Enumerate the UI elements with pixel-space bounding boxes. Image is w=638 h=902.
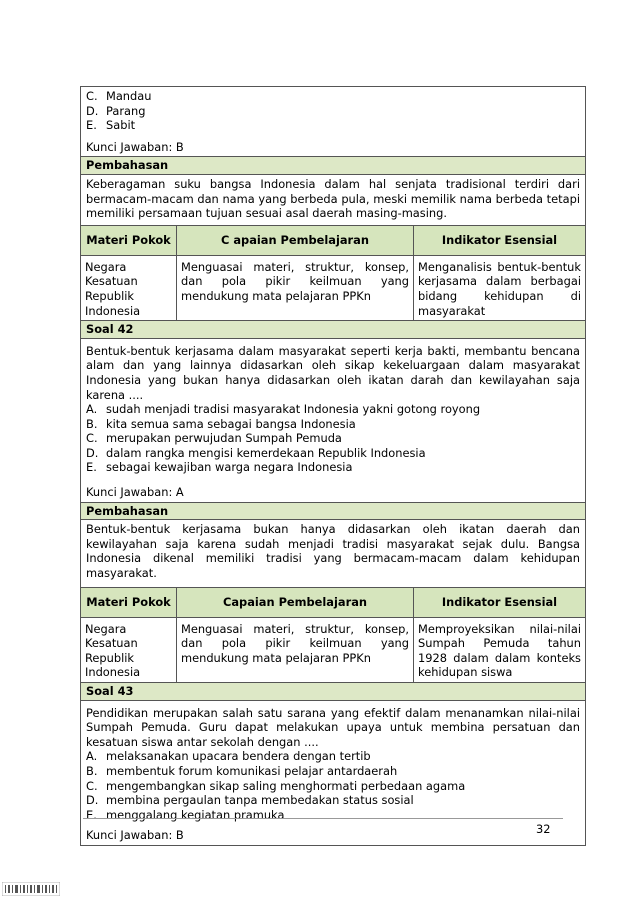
pembahasan-text: Keberagaman suku bangsa Indonesia dalam hal senjata tradisional terdiri dari bermacam-macam dan nama yang berbeda pula, meski memilik nama berbeda tetapi memiliki persamaan tujuan sesuai asal daerah masing-masing. — [80, 174, 586, 225]
header-indikator: Indikator Esensial — [413, 226, 585, 256]
header-materi-pokok: Materi Pokok — [81, 226, 176, 256]
soal-43-body — [80, 700, 586, 846]
header-indikator: Indikator Esensial — [413, 588, 585, 618]
soal-42-body — [80, 338, 586, 502]
answer-key: Kunci Jawaban: B — [86, 139, 184, 154]
header-materi-pokok: Materi Pokok — [81, 588, 176, 618]
option-e: E. sebagai kewajiban warga negara Indonesia — [86, 460, 353, 475]
header-capaian: Capaian Pembelajaran — [176, 588, 413, 618]
capaian-cell: Menguasai materi, struktur, konsep, dan pola pikir keilmuan yang mendukung mata pelajaran PPKn — [176, 256, 413, 320]
question-text: Pendidikan merupakan salah satu sarana yang efektif dalam menanamkan nilai-nilai Sumpah Pemuda. Guru dapat melakukan upaya untuk membina persatuan dan kesatuan siswa antar sekolah dengan .... — [86, 705, 580, 749]
option-a: A. sudah menjadi tradisi masyarakat Indonesia yakni gotong royong — [86, 402, 481, 417]
materi-table-41 — [80, 225, 586, 320]
answer-key: Kunci Jawaban: B — [86, 828, 184, 843]
header-capaian: C apaian Pembelajaran — [176, 226, 413, 256]
answer-key: Kunci Jawaban: A — [86, 485, 184, 500]
option-a: A. melaksanakan upacara bendera dengan tertib — [86, 749, 371, 764]
question-document — [80, 86, 586, 846]
pembahasan-label: Pembahasan — [80, 502, 586, 520]
barcode-stamp — [2, 882, 60, 896]
option-e: E. Sabit — [86, 118, 136, 133]
pembahasan-label: Pembahasan — [80, 156, 586, 174]
indikator-cell: Menganalisis bentuk-bentuk kerjasama dalam berbagai bidang kehidupan di masyarakat — [413, 256, 585, 320]
soal-43-label: Soal 43 — [80, 682, 586, 700]
option-b: B. membentuk forum komunikasi pelajar antardaerah — [86, 763, 398, 778]
materi-table-42 — [80, 587, 586, 682]
footer-divider — [83, 818, 563, 819]
option-d: D. dalam rangka mengisi kemerdekaan Republik Indonesia — [86, 445, 426, 460]
option-c: C. Mandau — [86, 89, 152, 103]
pembahasan-text: Bentuk-bentuk kerjasama bukan hanya didasarkan oleh ikatan daerah dan kewilayahan saja karena sudah menjadi tradisi masyarakat sejak dulu. Bangsa Indonesia dikenal memiliki tradisi yang bermacam-macam dalam kehidupan masyarakat. — [80, 519, 586, 586]
soal-42-label: Soal 42 — [80, 320, 586, 338]
materi-cell: Negara Kesatuan Republik Indonesia — [85, 259, 141, 318]
capaian-cell: Menguasai materi, struktur, konsep, dan pola pikir keilmuan yang mendukung mata pelajaran PPKn — [176, 618, 413, 682]
option-d: D. membina pergaulan tanpa membedakan status sosial — [86, 793, 414, 808]
page-number: 32 — [536, 822, 551, 836]
question-text: Bentuk-bentuk kerjasama dalam masyarakat seperti kerja bakti, membantu bencana alam dan yang lainnya didasarkan oleh sikap kekeluargaan dalam masyarakat Indonesia yang bukan hanya didasarkan oleh ikatan darah dan kewilayahan saja karena .... — [86, 343, 580, 402]
option-b: B. kita semua sama sebagai bangsa Indonesia — [86, 416, 356, 431]
materi-cell: Negara Kesatuan Republik Indonesia — [85, 621, 141, 680]
option-c: C. mengembangkan sikap saling menghormati perbedaan agama — [86, 778, 466, 793]
q41-options-cell — [80, 86, 586, 156]
option-d: D. Parang — [86, 103, 146, 118]
option-e: E. menggalang kegiatan pramuka — [86, 807, 285, 822]
option-c: C. merupakan perwujudan Sumpah Pemuda — [86, 431, 342, 446]
indikator-cell: Memproyeksikan nilai-nilai Sumpah Pemuda tahun 1928 dalam dalam konteks kehidupan siswa — [413, 618, 585, 682]
